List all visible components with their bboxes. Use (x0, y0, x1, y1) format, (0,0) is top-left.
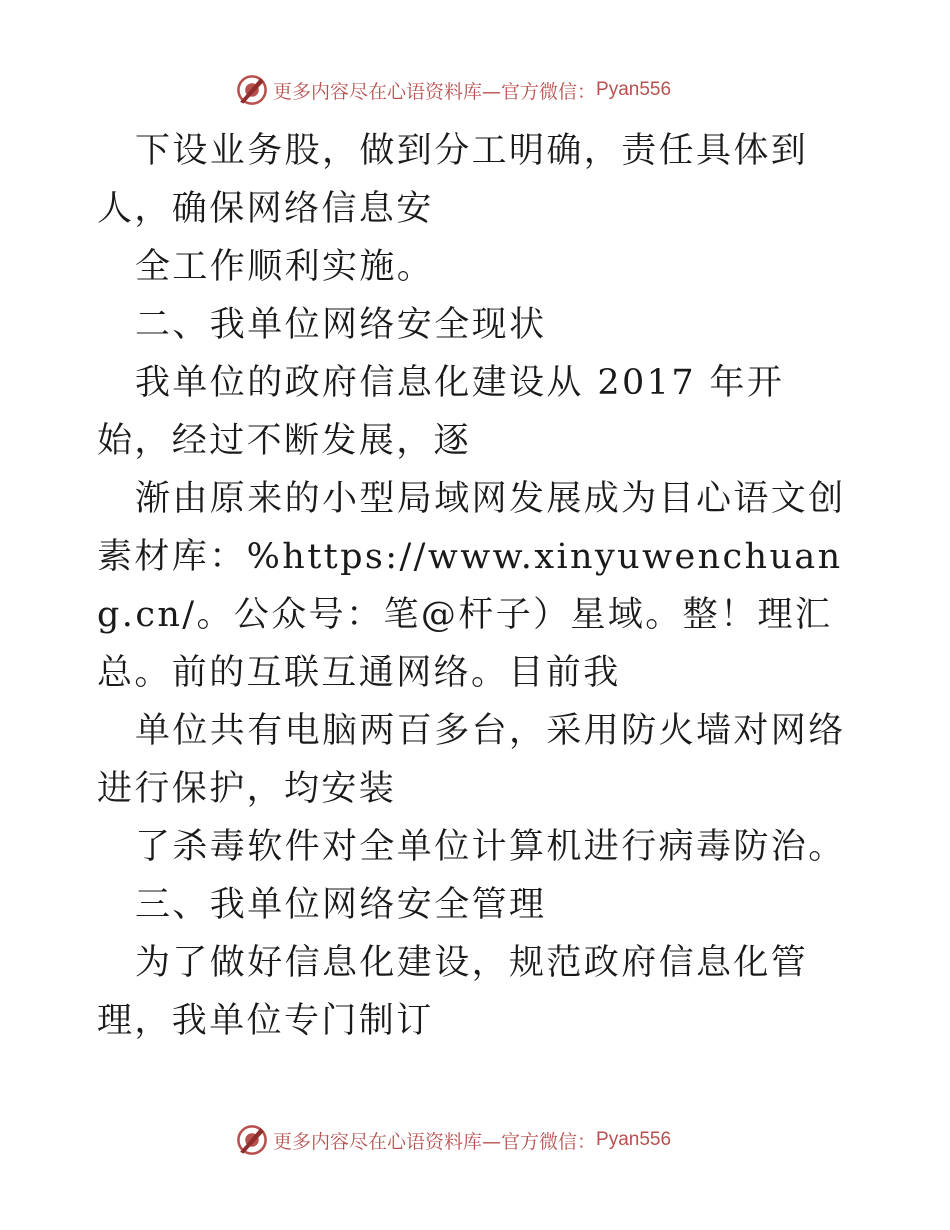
paragraph: 渐由原来的小型局域网发展成为目心语文创素材库：%https://www.xinyuwenchuang.cn/。公众号：笔@杆子）星域。整！理汇总。前的互联互通网络。目前我 (97, 479, 846, 693)
paragraph: 全工作顺利实施。 (135, 247, 435, 287)
quill-pen-logo-icon (235, 1123, 269, 1157)
watermark-wechat-id: Pyan556 (596, 1129, 672, 1150)
paragraph: 为了做好信息化建设，规范政府信息化管理，我单位专门制订 (97, 943, 809, 1041)
header-watermark (235, 72, 671, 108)
watermark-wechat-id: Pyan556 (596, 79, 672, 100)
document-body (97, 122, 857, 1050)
watermark-text: 更多内容尽在心语资料库—官方微信： (273, 1130, 597, 1153)
watermark-text: 更多内容尽在心语资料库—官方微信： (273, 80, 597, 103)
footer-watermark (235, 1122, 671, 1158)
quill-pen-logo-icon (235, 73, 269, 107)
paragraph: 我单位的政府信息化建设从 2017 年开始，经过不断发展，逐 (97, 363, 785, 461)
paragraph: 单位共有电脑两百多台，采用防火墙对网络进行保护，均安装 (97, 711, 846, 809)
paragraph: 了杀毒软件对全单位计算机进行病毒防治。 (135, 827, 846, 867)
section-heading: 三、我单位网络安全管理 (135, 885, 547, 925)
paragraph: 下设业务股，做到分工明确，责任具体到人，确保网络信息安 (97, 131, 809, 229)
section-heading: 二、我单位网络安全现状 (135, 305, 547, 345)
